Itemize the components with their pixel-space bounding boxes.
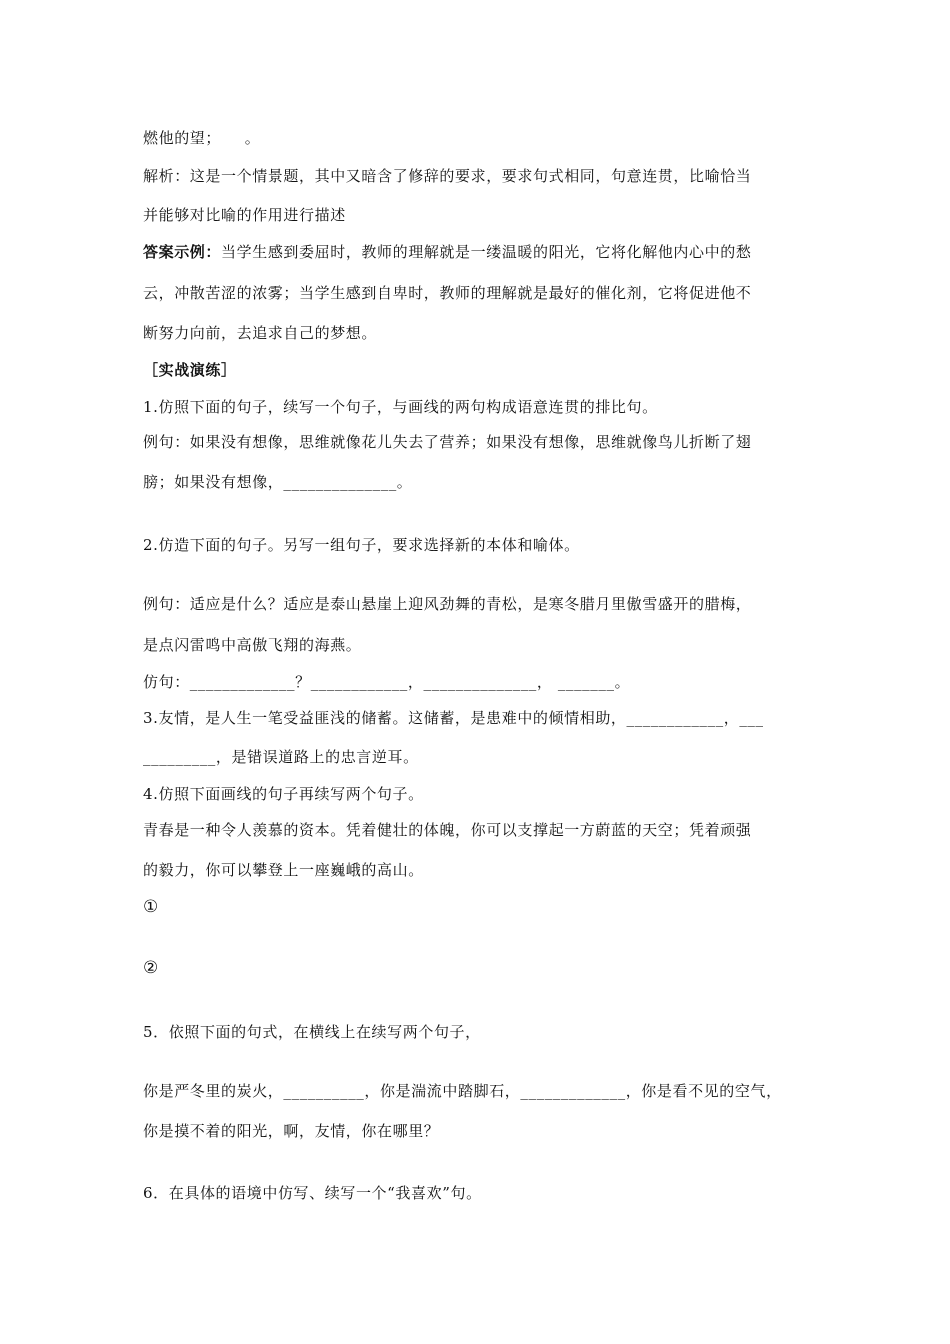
question-3: _________，是错误道路上的忠言逆耳。 [143, 748, 419, 766]
section-heading: ［实战演练］ [143, 361, 237, 379]
analysis-line: 解析：这是一个情景题，其中又暗含了修辞的要求，要求句式相同，句意连贯，比喻恰当 [143, 167, 752, 185]
question-4: 4.仿照下面画线的句子再续写两个句子。 [143, 785, 424, 803]
imitation-blank-line: 仿句：_____________？____________，______________， _______。 [143, 673, 631, 691]
answer-slot-2: ② [143, 958, 159, 978]
text-line: 燃他的望； 。 [143, 129, 261, 147]
question-6: 6．在具体的语境中仿写、续写一个“我喜欢”句。 [143, 1184, 482, 1202]
answer-example-line [143, 242, 751, 262]
example-sentence: 的毅力，你可以攀登上一座巍峨的高山。 [143, 861, 424, 879]
example-sentence: 你是摸不着的阳光，啊，友情，你在哪里？ [143, 1122, 440, 1140]
answer-slot-1: ① [143, 897, 159, 917]
question-3: 3.友情，是人生一笔受益匪浅的储蓄。这储蓄，是患难中的倾情相助，____________，___ [143, 709, 764, 727]
question-5: 5．依照下面的句式，在横线上在续写两个句子， [143, 1023, 481, 1041]
example-sentence: 青春是一种令人羡慕的资本。凭着健壮的体魄，你可以支撑起一方蔚蓝的天空；凭着顽强 [143, 821, 752, 839]
example-sentence: 是点闪雷鸣中高傲飞翔的海燕。 [143, 636, 362, 654]
answer-example-line: 断努力向前，去追求自己的梦想。 [143, 324, 378, 342]
example-sentence: 你是严冬里的炭火，__________，你是湍流中踏脚石，_____________，你是看不见的空气， [143, 1082, 782, 1100]
answer-example-label: 答案示例： [143, 243, 222, 261]
analysis-line: 并能够对比喻的作用进行描述 [143, 206, 346, 224]
answer-example-text: 当学生感到委屈时，教师的理解就是一缕温暖的阳光，它将化解他内心中的愁 [221, 243, 752, 261]
example-sentence: 例句：适应是什么？适应是泰山悬崖上迎风劲舞的青松，是寒冬腊月里傲雪盛开的腊梅， [143, 595, 752, 613]
example-sentence: 例句：如果没有想像，思维就像花儿失去了营养；如果没有想像，思维就像鸟儿折断了翅 [143, 433, 752, 451]
question-2: 2.仿造下面的句子。另写一组句子，要求选择新的本体和喻体。 [143, 536, 580, 554]
question-1: 1.仿照下面的句子，续写一个句子，与画线的两句构成语意连贯的排比句。 [143, 398, 658, 416]
answer-example-line: 云，冲散苦涩的浓雾；当学生感到自卑时，教师的理解就是最好的催化剂，它将促进他不 [143, 284, 752, 302]
example-sentence: 膀；如果没有想像，______________。 [143, 473, 413, 491]
